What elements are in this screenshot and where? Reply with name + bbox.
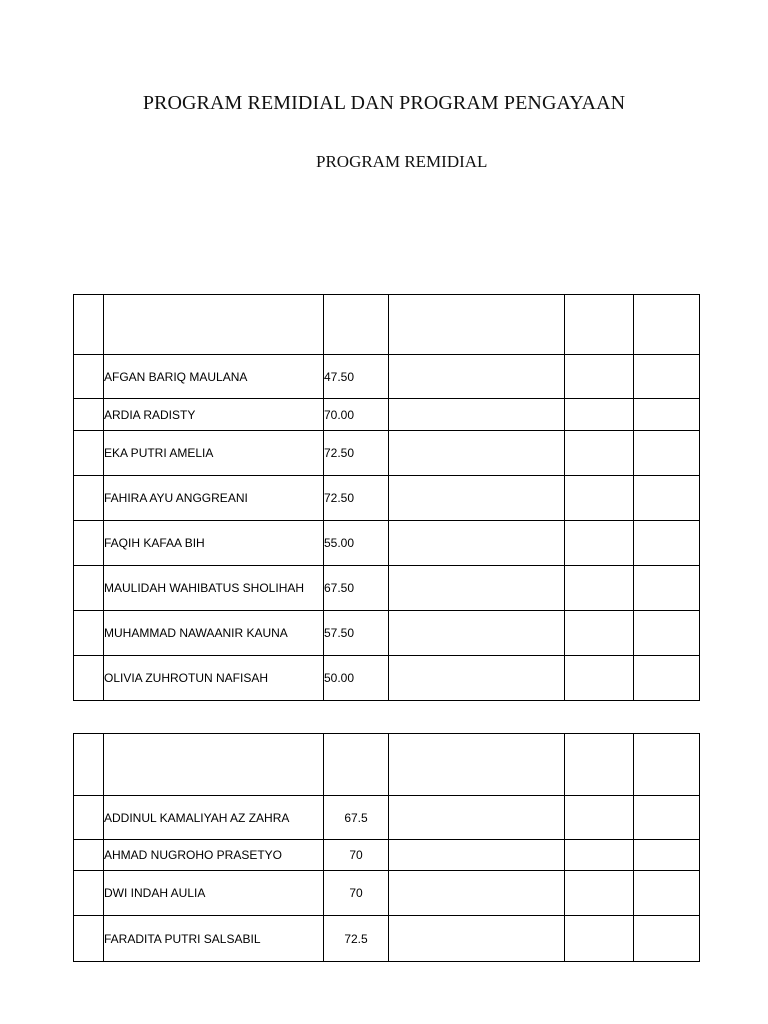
table-row [74, 521, 700, 566]
student-name: ARDIA RADISTY [104, 399, 324, 431]
document-title: PROGRAM REMIDIAL DAN PROGRAM PENGAYAAN [142, 92, 626, 114]
table-row [74, 476, 700, 521]
student-name: FAQIH KAFAA BIH [104, 521, 324, 566]
student-score: 50.00 [324, 656, 389, 701]
table-row [74, 611, 700, 656]
header-cell [104, 734, 324, 796]
header-cell [634, 295, 700, 355]
student-score: 47.50 [324, 355, 389, 399]
student-score: 55.00 [324, 521, 389, 566]
header-cell [74, 734, 104, 796]
student-name: FARADITA PUTRI SALSABIL [104, 916, 324, 962]
remedial-table-1 [73, 294, 700, 701]
header-cell [565, 734, 634, 796]
header-cell [389, 734, 565, 796]
student-score: 72.5 [324, 916, 389, 962]
header-cell [389, 295, 565, 355]
table-row [74, 431, 700, 476]
student-name: MUHAMMAD NAWAANIR KAUNA [104, 611, 324, 656]
table-row [74, 355, 700, 399]
student-name: AFGAN BARIQ MAULANA [104, 355, 324, 399]
table-row [74, 399, 700, 431]
student-name: EKA PUTRI AMELIA [104, 431, 324, 476]
student-score: 67.5 [324, 796, 389, 840]
student-score: 70.00 [324, 399, 389, 431]
student-name: FAHIRA AYU ANGGREANI [104, 476, 324, 521]
table-row [74, 656, 700, 701]
student-score: 72.50 [324, 476, 389, 521]
student-score: 70 [324, 871, 389, 916]
remedial-table-2 [73, 733, 700, 962]
student-name: OLIVIA ZUHROTUN NAFISAH [104, 656, 324, 701]
table-row [74, 566, 700, 611]
table-row [74, 840, 700, 871]
student-name: ADDINUL KAMALIYAH AZ ZAHRA [104, 796, 324, 840]
table-header-row [74, 295, 700, 355]
document-subtitle: PROGRAM REMIDIAL [316, 152, 488, 171]
student-score: 67.50 [324, 566, 389, 611]
student-name: MAULIDAH WAHIBATUS SHOLIHAH [104, 566, 324, 611]
student-score: 70 [324, 840, 389, 871]
header-cell [324, 734, 389, 796]
student-score: 72.50 [324, 431, 389, 476]
student-score: 57.50 [324, 611, 389, 656]
table-row [74, 871, 700, 916]
header-cell [324, 295, 389, 355]
header-cell [634, 734, 700, 796]
table-header-row [74, 734, 700, 796]
header-cell [565, 295, 634, 355]
student-name: DWI INDAH AULIA [104, 871, 324, 916]
header-cell [104, 295, 324, 355]
student-name: AHMAD NUGROHO PRASETYO [104, 840, 324, 871]
header-cell [74, 295, 104, 355]
table-row [74, 796, 700, 840]
table-row [74, 916, 700, 962]
